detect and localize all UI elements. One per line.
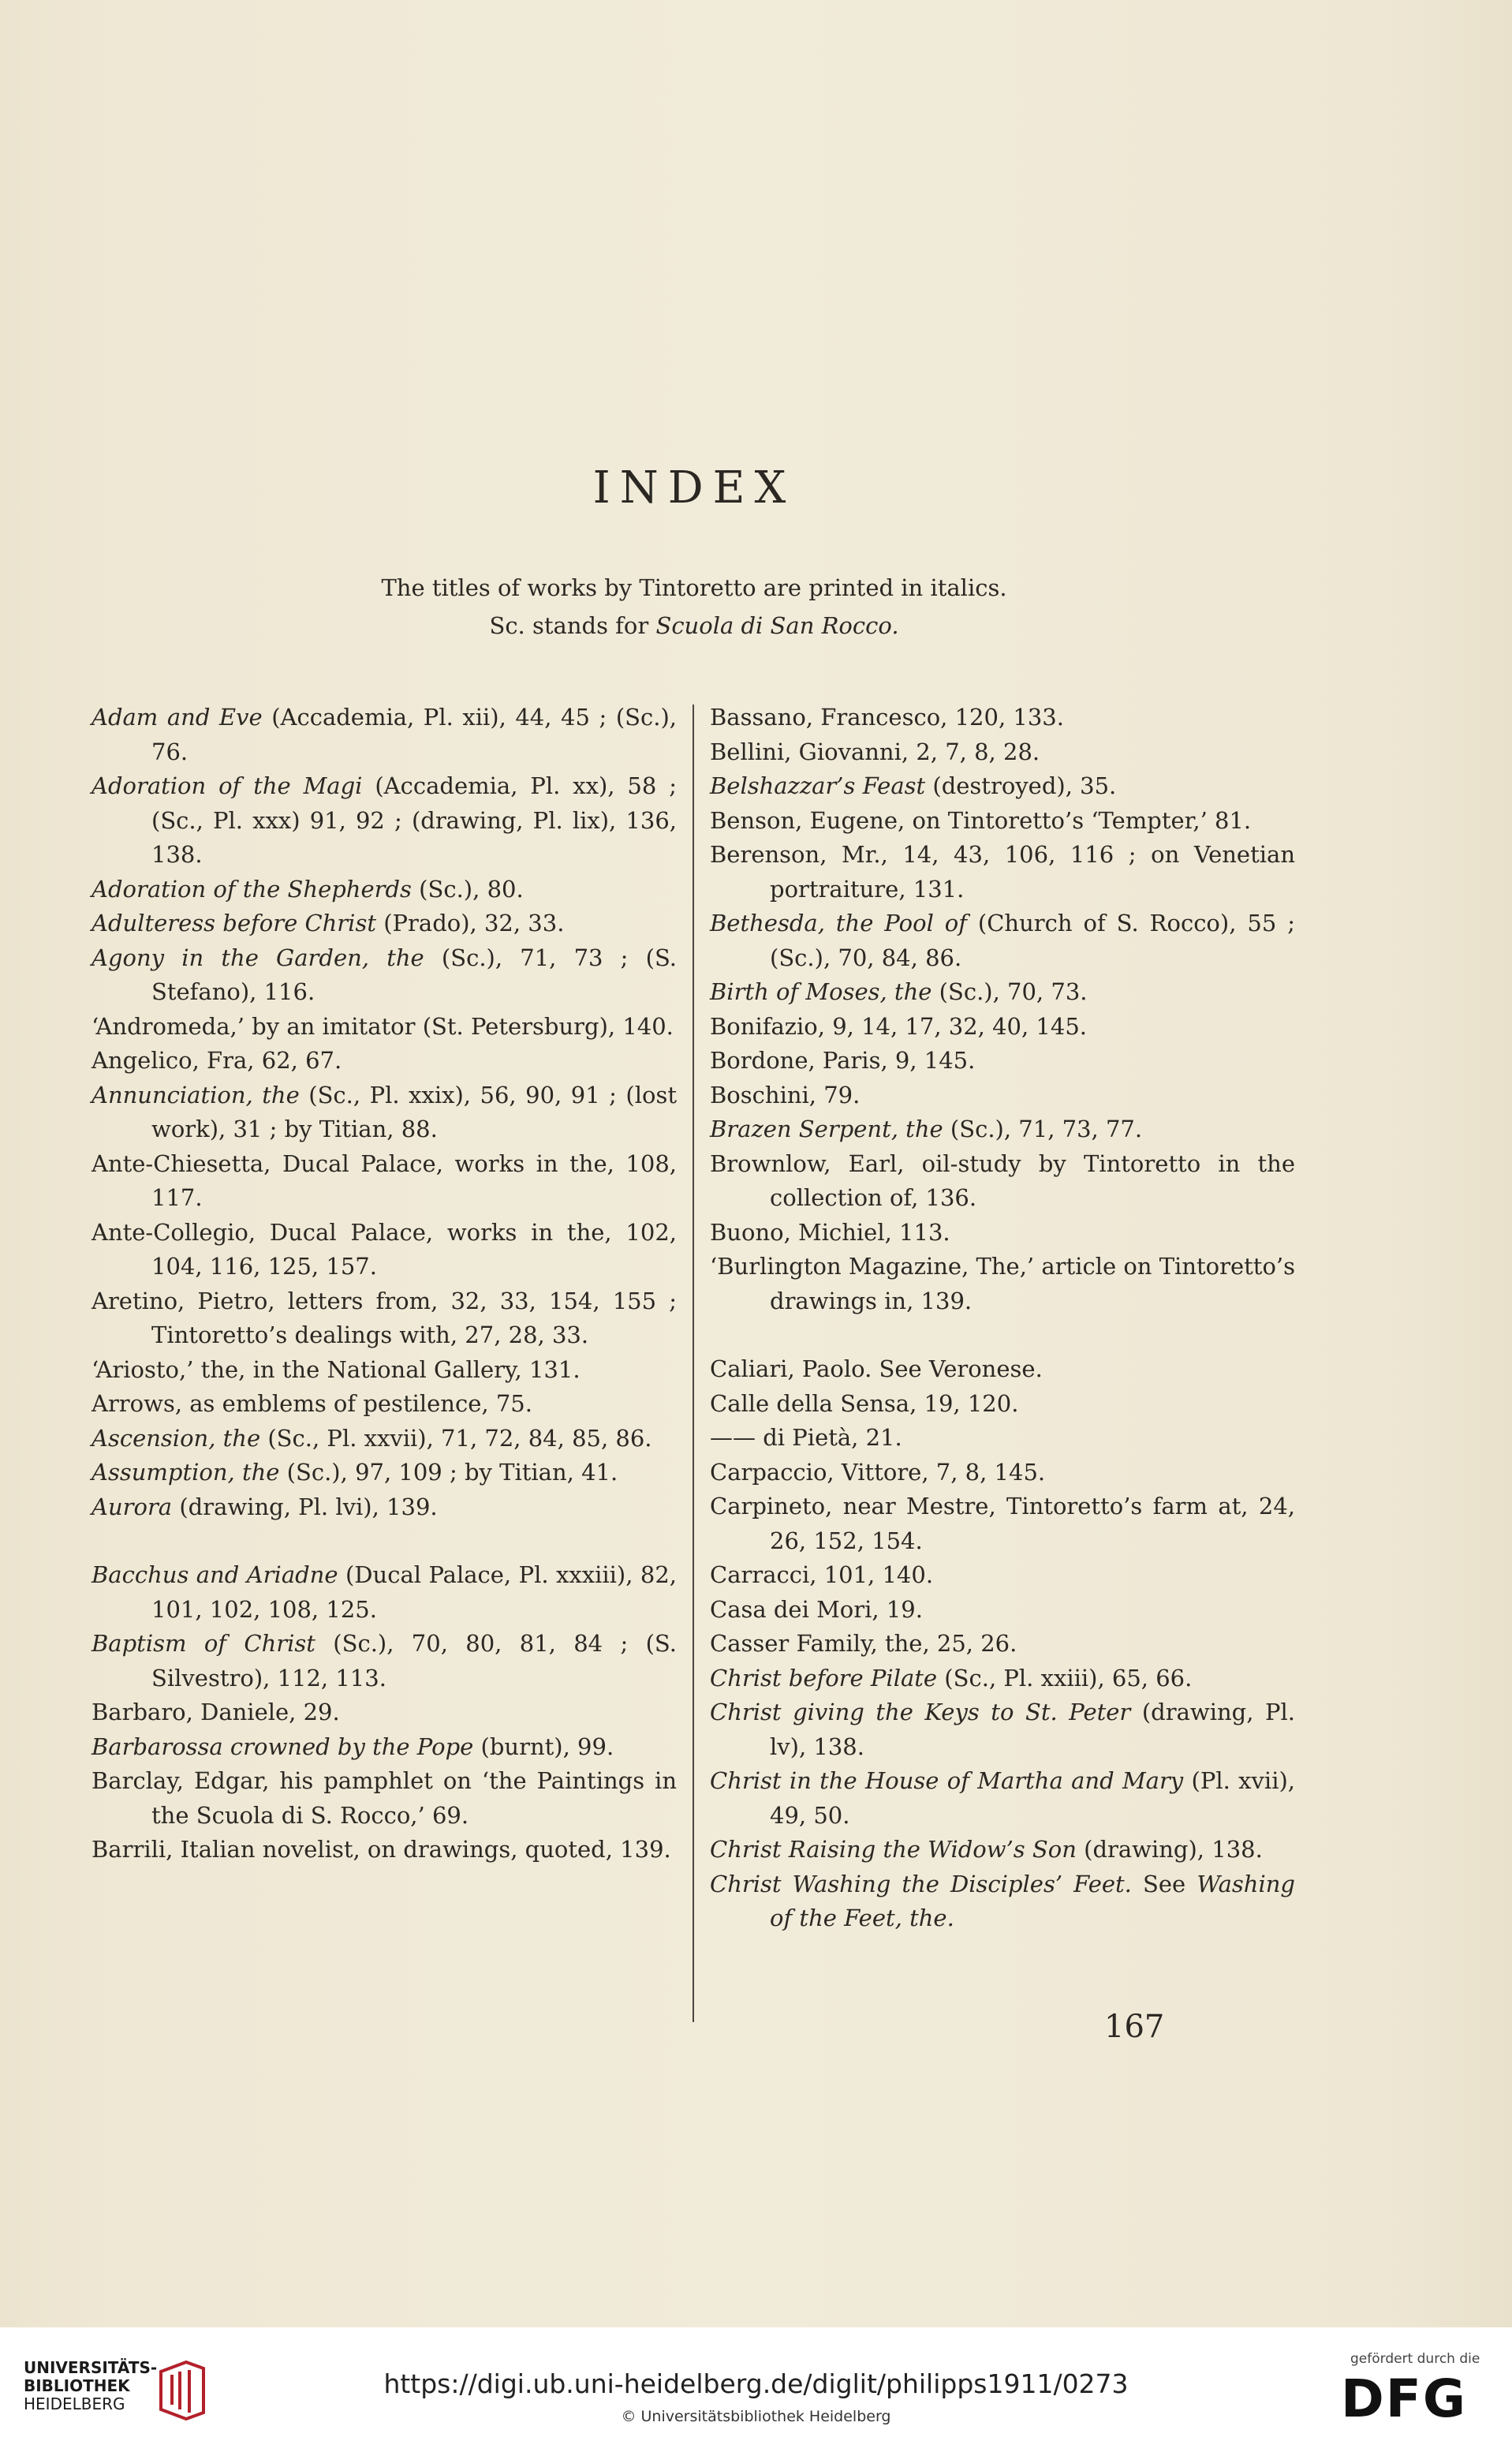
- index-entry: [91, 1627, 677, 1695]
- index-entry: [710, 1593, 1295, 1628]
- entry-text: (Sc.), 70, 73.: [931, 978, 1088, 1005]
- index-column-left: [91, 701, 677, 1867]
- entry-text: Ante-Chiesetta, Ducal Palace, works in the, 108, 117.: [91, 1149, 677, 1211]
- entry-text: Barclay, Edgar, his pamphlet on ‘the Paintings in the Scuola di S. Rocco,’ 69.: [91, 1767, 677, 1829]
- entry-text: (drawing), 138.: [1076, 1836, 1263, 1863]
- entry-text: Arrows, as emblems of pestilence, 75.: [91, 1390, 532, 1417]
- index-entry: [91, 1387, 677, 1422]
- entry-text: (drawing, Pl. lv), 138.: [770, 1699, 1295, 1760]
- entry-title-italic: Christ Washing the Disciples’ Feet.: [710, 1870, 1132, 1897]
- dfg-logo: DFG: [1341, 2368, 1468, 2429]
- index-entry: [91, 701, 677, 769]
- index-entry: [710, 1352, 1295, 1387]
- entry-text: Bellini, Giovanni, 2, 7, 8, 28.: [710, 738, 1040, 765]
- entry-text: Carracci, 101, 140.: [710, 1561, 934, 1588]
- column-divider: [693, 705, 694, 2022]
- index-entry: [91, 769, 677, 873]
- entry-title-italic: Christ before Pilate: [710, 1664, 938, 1692]
- entry-text: (Sc.), 71, 73 ; (S. Stefano), 116.: [151, 944, 678, 1005]
- entry-text: Casa dei Mori, 19.: [710, 1595, 923, 1623]
- index-entry: [710, 1764, 1295, 1833]
- entry-text: Angelico, Fra, 62, 67.: [91, 1047, 342, 1074]
- entry-text: Carpineto, near Mestre, Tintoretto’s farm at, 24, 26, 152, 154.: [710, 1493, 1295, 1554]
- entry-text: Calle della Sensa, 19, 120.: [710, 1389, 1019, 1417]
- index-entry: [91, 1147, 677, 1216]
- entry-title-italic: Barbarossa crowned by the Pope: [91, 1733, 474, 1760]
- index-entry: [91, 1730, 677, 1765]
- entry-title-italic: Brazen Serpent, the: [710, 1116, 943, 1142]
- index-entry: [710, 1078, 1295, 1113]
- entry-text: Barbaro, Daniele, 29.: [91, 1699, 340, 1725]
- library-name-line-3: HEIDELBERG: [24, 2394, 125, 2413]
- index-entry: [91, 1353, 677, 1388]
- entry-text: Bordone, Paris, 9, 145.: [710, 1047, 976, 1074]
- entry-title-italic: Adam and Eve: [91, 704, 263, 731]
- entry-text: Casser Family, the, 25, 26.: [710, 1630, 1017, 1657]
- entry-text: —— di Pietà, 21.: [710, 1424, 902, 1451]
- entry-text: (burnt), 99.: [473, 1733, 614, 1760]
- entry-text: Bonifazio, 9, 14, 17, 32, 40, 145.: [710, 1012, 1088, 1040]
- entry-text: (Sc.), 71, 73, 77.: [943, 1116, 1143, 1142]
- entry-title-italic: Christ Raising the Widow’s Son: [710, 1836, 1077, 1863]
- index-entry: [91, 1216, 677, 1284]
- entry-text: Ante-Collegio, Ducal Palace, works in the, 102, 104, 116, 125, 157.: [91, 1218, 677, 1280]
- library-name-line-2: BIBLIOTHEK: [24, 2376, 130, 2395]
- entry-text: See: [1131, 1870, 1197, 1897]
- index-entry: [710, 1867, 1295, 1936]
- index-entry: [91, 1078, 677, 1147]
- index-entry: [710, 1112, 1295, 1147]
- entry-text: Boschini, 79.: [710, 1081, 861, 1108]
- entry-text: (Sc.), 70, 80, 81, 84 ; (S. Silvestro), 112, 113.: [151, 1630, 677, 1692]
- index-entry: [710, 1558, 1295, 1593]
- section-gap: [710, 1318, 1295, 1352]
- entry-text: Buono, Michiel, 113.: [710, 1218, 950, 1246]
- index-entry: [91, 1490, 677, 1525]
- index-entry: [710, 1456, 1295, 1490]
- index-entry: [710, 1147, 1295, 1216]
- entry-title-italic: Adulteress before Christ: [91, 910, 376, 936]
- page-number: 167: [1104, 2009, 1165, 2045]
- entry-text: (Sc.), 80.: [411, 875, 524, 903]
- entry-title-italic: Adoration of the Shepherds: [91, 875, 412, 903]
- entry-title-italic: Ascension, the: [91, 1424, 261, 1452]
- index-entry: [710, 1833, 1295, 1867]
- copyright-notice: © Universitätsbibliothek Heidelberg: [621, 2408, 891, 2425]
- entry-crossref-italic: Washing of the Feet, the.: [770, 1870, 1295, 1931]
- entry-text: (Prado), 32, 33.: [376, 910, 565, 936]
- entry-text: ‘Andromeda,’ by an imitator (St. Petersburg), 140.: [91, 1012, 674, 1040]
- intro-line-1: The titles of works by Tintoretto are printed in italics.: [381, 574, 1007, 601]
- index-entry: [710, 735, 1295, 770]
- entry-text: (Ducal Palace, Pl. xxxiii), 82, 101, 102, 108, 125.: [151, 1561, 678, 1623]
- entry-title-italic: Bacchus and Ariadne: [91, 1561, 338, 1588]
- funding-note: gefördert durch die: [1350, 2351, 1480, 2367]
- index-entry: [710, 769, 1295, 804]
- entry-title-italic: Bethesda, the Pool of: [710, 910, 967, 936]
- index-column-right: [710, 701, 1295, 1936]
- entry-title-italic: Aurora: [91, 1493, 173, 1520]
- index-entry: [710, 804, 1295, 839]
- index-entry: [710, 701, 1295, 735]
- entry-text: (Sc., Pl. xxiii), 65, 66.: [937, 1664, 1193, 1692]
- entry-text: ‘Burlington Magazine, The,’ article on Tintoretto’s drawings in, 139.: [710, 1253, 1296, 1314]
- entry-title-italic: Adoration of the Magi: [91, 772, 363, 799]
- page-title: INDEX: [592, 462, 796, 514]
- entry-text: (Sc.), 97, 109 ; by Titian, 41.: [279, 1459, 618, 1486]
- entry-title-italic: Agony in the Garden, the: [91, 944, 424, 971]
- entry-title-italic: Christ in the House of Martha and Mary: [710, 1767, 1184, 1794]
- index-entry: [710, 1490, 1295, 1558]
- entry-title-italic: Belshazzar’s Feast: [710, 772, 926, 799]
- library-name-line-1: UNIVERSITÄTS-: [24, 2358, 158, 2377]
- index-entry: [710, 906, 1295, 975]
- index-entry: [710, 1695, 1295, 1764]
- footer-bar: [0, 2327, 1512, 2441]
- entry-title-italic: Baptism of Christ: [91, 1630, 315, 1657]
- index-entry: [91, 906, 677, 941]
- index-entry: [91, 1284, 677, 1353]
- index-entry: [710, 1010, 1295, 1045]
- page-url-link[interactable]: https://digi.ub.uni-heidelberg.de/diglit/philipps1911/0273: [383, 2368, 1129, 2399]
- entry-text: (Accademia, Pl. xx), 58 ; (Sc., Pl. xxx) 91, 92 ; (drawing, Pl. lix), 136, 138.: [151, 772, 677, 868]
- entry-text: (Sc., Pl. xxvii), 71, 72, 84, 85, 86.: [260, 1424, 652, 1452]
- index-entry: [91, 1764, 677, 1833]
- entry-text: ‘Ariosto,’ the, in the National Gallery, 131.: [91, 1355, 581, 1383]
- intro-italic: Scuola di San Rocco.: [655, 612, 899, 639]
- entry-text: Barrili, Italian novelist, on drawings, quoted, 139.: [91, 1836, 671, 1863]
- entry-text: Carpaccio, Vittore, 7, 8, 145.: [710, 1458, 1046, 1486]
- index-entry: [91, 1695, 677, 1730]
- entry-text: (Church of S. Rocco), 55 ; (Sc.), 70, 84, 86.: [770, 910, 1295, 971]
- entry-text: Brownlow, Earl, oil-study by Tintoretto in the collection of, 136.: [710, 1149, 1295, 1211]
- index-entry: [91, 1558, 677, 1627]
- index-entry: [710, 1662, 1295, 1696]
- index-entry: [710, 1250, 1295, 1318]
- index-entry: [710, 975, 1295, 1010]
- section-gap: [91, 1524, 677, 1558]
- entry-text: Bassano, Francesco, 120, 133.: [710, 704, 1064, 731]
- entry-text: (Accademia, Pl. xii), 44, 45 ; (Sc.), 76.: [151, 704, 677, 765]
- index-entry: [91, 1833, 677, 1867]
- entry-title-italic: Assumption, the: [91, 1459, 280, 1486]
- index-entry: [710, 838, 1295, 906]
- entry-text: (drawing, Pl. lvi), 139.: [172, 1493, 438, 1520]
- index-entry: [91, 873, 677, 907]
- intro-line-2: [0, 612, 1388, 639]
- entry-title-italic: Annunciation, the: [91, 1081, 300, 1108]
- index-entry: [710, 1421, 1295, 1456]
- intro-prefix: Sc. stands for: [489, 612, 656, 639]
- index-entry: [91, 1456, 677, 1490]
- entry-text: (Sc., Pl. xxix), 56, 90, 91 ; (lost work), 31 ; by Titian, 88.: [151, 1081, 678, 1142]
- entry-title-italic: Birth of Moses, the: [710, 978, 932, 1005]
- index-entry: [91, 1044, 677, 1078]
- index-entry: [91, 1010, 677, 1045]
- index-entry: [91, 1422, 677, 1456]
- index-entry: [710, 1216, 1295, 1250]
- index-entry: [710, 1627, 1295, 1662]
- index-entry: [710, 1044, 1295, 1078]
- entry-title-italic: Christ giving the Keys to St. Peter: [710, 1699, 1131, 1725]
- entry-text: (Pl. xvii), 49, 50.: [770, 1767, 1296, 1829]
- entry-text: Berenson, Mr., 14, 43, 106, 116 ; on Venetian portraiture, 131.: [710, 841, 1295, 903]
- index-entry: [710, 1387, 1295, 1422]
- entry-text: Caliari, Paolo. See Veronese.: [710, 1355, 1043, 1382]
- entry-text: (destroyed), 35.: [925, 772, 1117, 799]
- entry-text: Benson, Eugene, on Tintoretto’s ‘Tempter,’ 81.: [710, 806, 1252, 834]
- index-entry: [91, 941, 677, 1010]
- entry-text: Aretino, Pietro, letters from, 32, 33, 154, 155 ; Tintoretto’s dealings with, 27, 28, 33.: [91, 1287, 677, 1348]
